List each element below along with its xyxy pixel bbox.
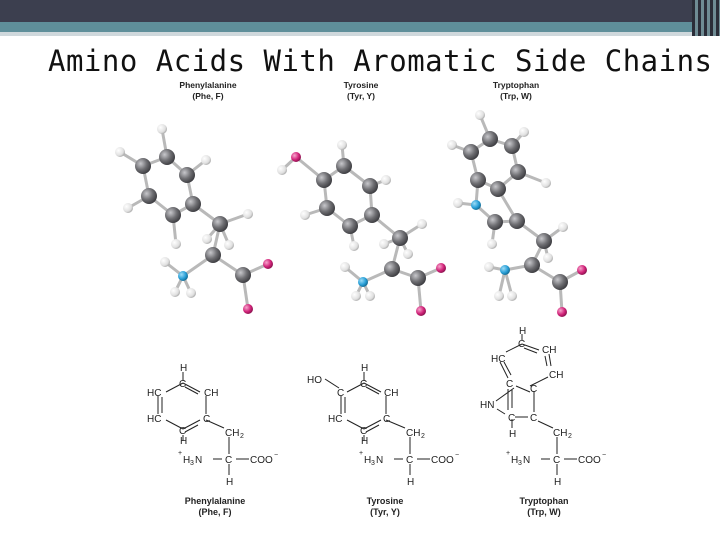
phe-ch2: CH — [225, 428, 240, 439]
tyr-coo-minus: − — [455, 452, 460, 459]
trp-nitrogen-atom — [500, 265, 510, 275]
trp-hydrogen-atom — [519, 127, 529, 137]
tyr-carbon-atom — [319, 200, 335, 216]
tyr-h3n-sub: 3 — [371, 460, 375, 467]
phe-hydrogen-atom — [157, 124, 167, 134]
trp-hydrogen-atom — [484, 262, 494, 272]
phe-carbon-atom — [141, 188, 157, 204]
trp-alpha-c: C — [553, 455, 561, 466]
trp-h-top: H — [519, 326, 527, 337]
trp-hydrogen-atom — [558, 222, 568, 232]
phe-hydrogen-atom — [123, 203, 133, 213]
phe-h-alpha: H — [226, 477, 234, 488]
phe-hydrogen-atom — [243, 209, 253, 219]
phe-plus: + — [178, 450, 183, 457]
phe-carbon-atom — [205, 247, 221, 263]
trp-carbon-atom — [487, 214, 503, 230]
phe-h3n-h: H — [183, 455, 191, 466]
trp-formula-text — [480, 326, 606, 488]
tyr-coo: COO — [431, 455, 454, 466]
trp-carbon-atom — [463, 144, 479, 160]
tyr-oxygen-atom — [436, 263, 446, 273]
trp-nitrogen-atom — [471, 200, 481, 210]
tyr-ball-and-stick-model — [277, 140, 446, 316]
trp-model-abbr: (Trp, W) — [500, 91, 532, 101]
phe-h-bottom: H — [180, 436, 188, 447]
trp-hydrogen-atom — [541, 178, 551, 188]
phe-h-top: H — [180, 363, 188, 374]
tyr-oxygen-atom — [416, 306, 426, 316]
tyr-h-top: H — [361, 363, 369, 374]
phe-carbon-atom — [185, 196, 201, 212]
trp-h-lower: H — [509, 429, 517, 440]
trp-hc: HC — [491, 354, 506, 365]
trp-c-right-lower: C — [530, 413, 538, 424]
tyr-h3n-h: H — [364, 455, 372, 466]
trp-carbon-atom — [552, 274, 568, 290]
tyr-carbon-atom — [364, 207, 380, 223]
phe-ch2-sub: 2 — [240, 433, 244, 440]
tyr-hydrogen-atom — [300, 210, 310, 220]
tyr-hydrogen-atom — [351, 291, 361, 301]
tyr-formula-abbr: (Tyr, Y) — [370, 507, 400, 517]
phe-hydrogen-atom — [202, 234, 212, 244]
phe-alpha-c: C — [225, 455, 233, 466]
phe-hc-left1: HC — [147, 388, 162, 399]
phe-c-right2: C — [203, 414, 211, 425]
tyr-hydrogen-atom — [277, 165, 287, 175]
phe-formula-text — [147, 363, 278, 488]
tyr-c-right2: C — [383, 414, 391, 425]
phe-c-bottom: C — [179, 426, 187, 437]
phe-ch-right1: CH — [204, 388, 219, 399]
trp-hydrogen-atom — [447, 140, 457, 150]
trp-ch-right1: CH — [542, 345, 557, 356]
phe-carbon-atom — [135, 158, 151, 174]
trp-hn: HN — [480, 400, 495, 411]
phe-model-abbr: (Phe, F) — [192, 91, 224, 101]
tyr-model-abbr: (Tyr, Y) — [346, 91, 376, 101]
trp-oxygen-atom — [577, 265, 587, 275]
tyr-carbon-atom — [362, 178, 378, 194]
trp-hydrogen-atom — [487, 239, 497, 249]
trp-c-mid2: C — [530, 384, 538, 395]
trp-hydrogen-atom — [453, 198, 463, 208]
tyr-ho: HO — [307, 375, 322, 386]
tyr-nitrogen-atom — [358, 277, 368, 287]
tyr-hydrogen-atom — [381, 175, 391, 185]
tyr-carbon-atom — [392, 230, 408, 246]
phe-coo-minus: − — [274, 452, 279, 459]
tyr-carbon-atom — [316, 172, 332, 188]
phe-carbon-atom — [179, 167, 195, 183]
tyr-h-alpha: H — [407, 477, 415, 488]
tyr-h3n-n: N — [376, 455, 384, 466]
tyr-hydrogen-atom — [337, 140, 347, 150]
trp-carbon-atom — [510, 164, 526, 180]
trp-carbon-atom — [509, 213, 525, 229]
phe-formula-name: Phenylalanine — [184, 496, 246, 506]
tyr-hydrogen-atom — [365, 291, 375, 301]
phe-hydrogen-atom — [186, 288, 196, 298]
trp-hydrogen-atom — [475, 110, 485, 120]
phe-ball-and-stick-model — [115, 124, 273, 314]
phe-formula-abbr: (Phe, F) — [198, 507, 232, 517]
tyr-hydrogen-atom — [349, 241, 359, 251]
tyr-plus: + — [359, 450, 364, 457]
trp-hydrogen-atom — [507, 291, 517, 301]
tyr-ch-right1: CH — [384, 388, 399, 399]
trp-c-mid: C — [506, 379, 514, 390]
trp-coo-minus: − — [602, 452, 607, 459]
trp-carbon-atom — [490, 181, 506, 197]
slide-title: Amino Acids With Aromatic Side Chains — [48, 44, 713, 78]
tyr-c-top: C — [360, 379, 368, 390]
phe-oxygen-atom — [263, 259, 273, 269]
trp-carbon-atom — [470, 172, 486, 188]
phe-hydrogen-atom — [115, 147, 125, 157]
trp-plus: + — [506, 450, 511, 457]
trp-carbon-atom — [524, 257, 540, 273]
trp-ch-right2: CH — [549, 370, 564, 381]
tyr-carbon-atom — [384, 261, 400, 277]
trp-ball-and-stick-model — [447, 110, 587, 317]
tyr-hydrogen-atom — [403, 249, 413, 259]
tyr-formula-name: Tyrosine — [366, 496, 404, 506]
phe-hydrogen-atom — [201, 155, 211, 165]
phe-hydrogen-atom — [160, 257, 170, 267]
tyr-carbon-atom — [342, 218, 358, 234]
tyr-ch2: CH — [406, 428, 421, 439]
tyr-model-name: Tyrosine — [343, 80, 379, 90]
tyr-hydrogen-atom — [417, 219, 427, 229]
trp-hydrogen-atom — [494, 291, 504, 301]
phe-c-top: C — [179, 379, 187, 390]
trp-h3n-n: N — [523, 455, 531, 466]
tyr-hc-left2: HC — [328, 414, 343, 425]
phe-coo: COO — [250, 455, 273, 466]
phe-hydrogen-atom — [170, 287, 180, 297]
trp-h3n-h: H — [511, 455, 519, 466]
phe-h3n-n: N — [195, 455, 203, 466]
trp-c-left-lower: C — [508, 413, 516, 424]
phe-carbon-atom — [235, 267, 251, 283]
phe-nitrogen-atom — [178, 271, 188, 281]
trp-coo: COO — [578, 455, 601, 466]
trp-formula-name: Tryptophan — [519, 496, 569, 506]
tyr-c-left1: C — [337, 388, 345, 399]
trp-formula-abbr: (Trp, W) — [527, 507, 561, 517]
tyr-oxygen-atom — [291, 152, 301, 162]
trp-carbon-atom — [482, 131, 498, 147]
tyr-carbon-atom — [336, 158, 352, 174]
trp-h-alpha: H — [554, 477, 562, 488]
trp-oxygen-atom — [557, 307, 567, 317]
phe-carbon-atom — [165, 207, 181, 223]
tyr-carbon-atom — [410, 270, 426, 286]
tyr-h-bottom: H — [361, 436, 369, 447]
tyr-ch2-sub: 2 — [421, 433, 425, 440]
phe-h3n-sub: 3 — [190, 460, 194, 467]
phe-hydrogen-atom — [224, 240, 234, 250]
trp-ch2: CH — [553, 428, 568, 439]
tyr-c-bottom: C — [360, 426, 368, 437]
trp-c-top: C — [518, 339, 526, 350]
phe-model-name: Phenylalanine — [179, 80, 237, 90]
tyr-hydrogen-atom — [340, 262, 350, 272]
ball-and-stick-models — [115, 110, 587, 317]
trp-hydrogen-atom — [543, 253, 553, 263]
phe-carbon-atom — [212, 216, 228, 232]
trp-model-name: Tryptophan — [492, 80, 540, 90]
phe-oxygen-atom — [243, 304, 253, 314]
phe-hc-left2: HC — [147, 414, 162, 425]
trp-carbon-atom — [536, 233, 552, 249]
phe-hydrogen-atom — [171, 239, 181, 249]
tyr-hydrogen-atom — [379, 239, 389, 249]
tyr-alpha-c: C — [406, 455, 414, 466]
trp-ch2-sub: 2 — [568, 433, 572, 440]
phe-carbon-atom — [159, 149, 175, 165]
trp-h3n-sub: 3 — [518, 460, 522, 467]
trp-carbon-atom — [504, 138, 520, 154]
